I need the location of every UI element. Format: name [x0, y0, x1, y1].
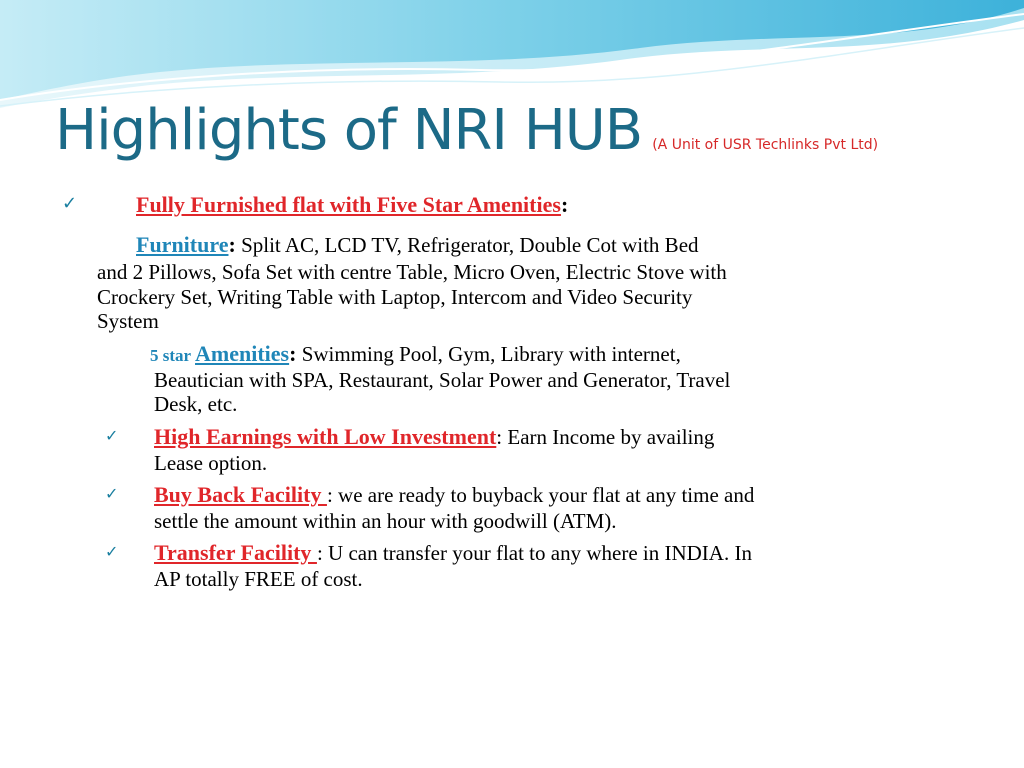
checkmark-icon: ✓ [105, 542, 119, 561]
bullet-label: High Earnings with Low Investment [154, 424, 497, 449]
furniture-line-1: Furniture: Split AC, LCD TV, Refrigerator, Double Cot with Bed [136, 232, 699, 257]
bullet-label: Transfer Facility [154, 540, 317, 565]
checkmark-icon: ✓ [105, 426, 119, 445]
furniture-line-4: System [97, 309, 159, 333]
furniture-line-3: Crockery Set, Writing Table with Laptop, Intercom and Video Security [97, 285, 693, 309]
slide-title: Highlights of NRI HUB [55, 98, 643, 163]
amenities-line-1: 5 star Amenities: Swimming Pool, Gym, Library with internet, [150, 341, 681, 366]
furniture-label: Furniture [136, 232, 229, 257]
bullet-text-line: AP totally FREE of cost. [154, 567, 363, 591]
amenities-label: Amenities [195, 341, 290, 366]
amenities-line-3: Desk, etc. [154, 392, 238, 416]
bullet-label: Buy Back Facility [154, 482, 327, 507]
bullet-text-line: Lease option. [154, 451, 268, 475]
bullet-buy-back: Buy Back Facility : we are ready to buyback your flat at any time and [154, 482, 755, 507]
bullet-text-line: settle the amount within an hour with goodwill (ATM). [154, 509, 617, 533]
bullet-transfer: Transfer Facility : U can transfer your flat to any where in INDIA. In [154, 540, 752, 565]
checkmark-icon: ✓ [105, 484, 119, 503]
slide-subtitle: (A Unit of USR Techlinks Pvt Ltd) [652, 137, 879, 153]
section1-heading-line: Fully Furnished flat with Five Star Amenities: [136, 192, 569, 217]
section1-heading: Fully Furnished flat with Five Star Amenities [136, 192, 561, 217]
amenities-prefix: 5 star [150, 346, 196, 365]
checkmark-icon: ✓ [62, 193, 78, 214]
amenities-line-2: Beautician with SPA, Restaurant, Solar Power and Generator, Travel [154, 368, 731, 392]
furniture-line-2: and 2 Pillows, Sofa Set with centre Table, Micro Oven, Electric Stove with [97, 260, 727, 284]
title-block [55, 98, 878, 163]
bullet-high-earnings: High Earnings with Low Investment: Earn Income by availing [154, 424, 715, 449]
